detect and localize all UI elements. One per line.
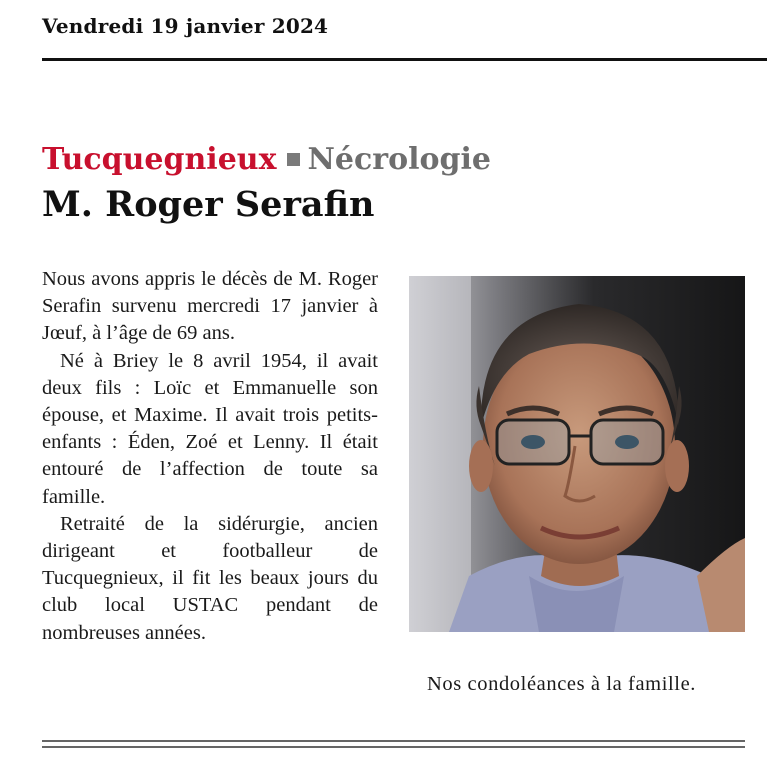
rubric-separator xyxy=(287,153,300,166)
portrait-illustration xyxy=(409,276,745,632)
rubric-locality: Tucquegnieux xyxy=(42,142,277,177)
headline: M. Roger Serafin xyxy=(42,184,375,225)
article-body xyxy=(42,266,378,647)
rubric-section: Nécrologie xyxy=(307,142,491,177)
dateline: Vendredi 19 janvier 2024 xyxy=(42,14,329,38)
body-paragraph: Né à Briey le 8 avril 1954, il avait deux fils : Loïc et Emmanuelle son épouse, et Maxime. Il avait trois petits-enfants : Éden, Zoé et Lenny. Il était entouré de l’affection de toute sa famille. xyxy=(42,349,378,508)
body-paragraph: Retraité de la sidérurgie, ancien dirigeant et footballeur de Tucquegnieux, il fit les beaux jours du club local USTAC pendant de nombreuses années. xyxy=(42,512,378,644)
bottom-rule xyxy=(42,740,745,742)
portrait-photo xyxy=(409,276,745,632)
bottom-rule xyxy=(42,746,745,748)
top-rule xyxy=(42,58,767,61)
rubric xyxy=(42,142,491,177)
body-paragraph: Nous avons appris le décès de M. Roger Serafin survenu mercredi 17 janvier à Jœuf, à l’âge de 69 ans. xyxy=(42,268,378,345)
caption: Nos condoléances à la famille. xyxy=(427,673,697,695)
